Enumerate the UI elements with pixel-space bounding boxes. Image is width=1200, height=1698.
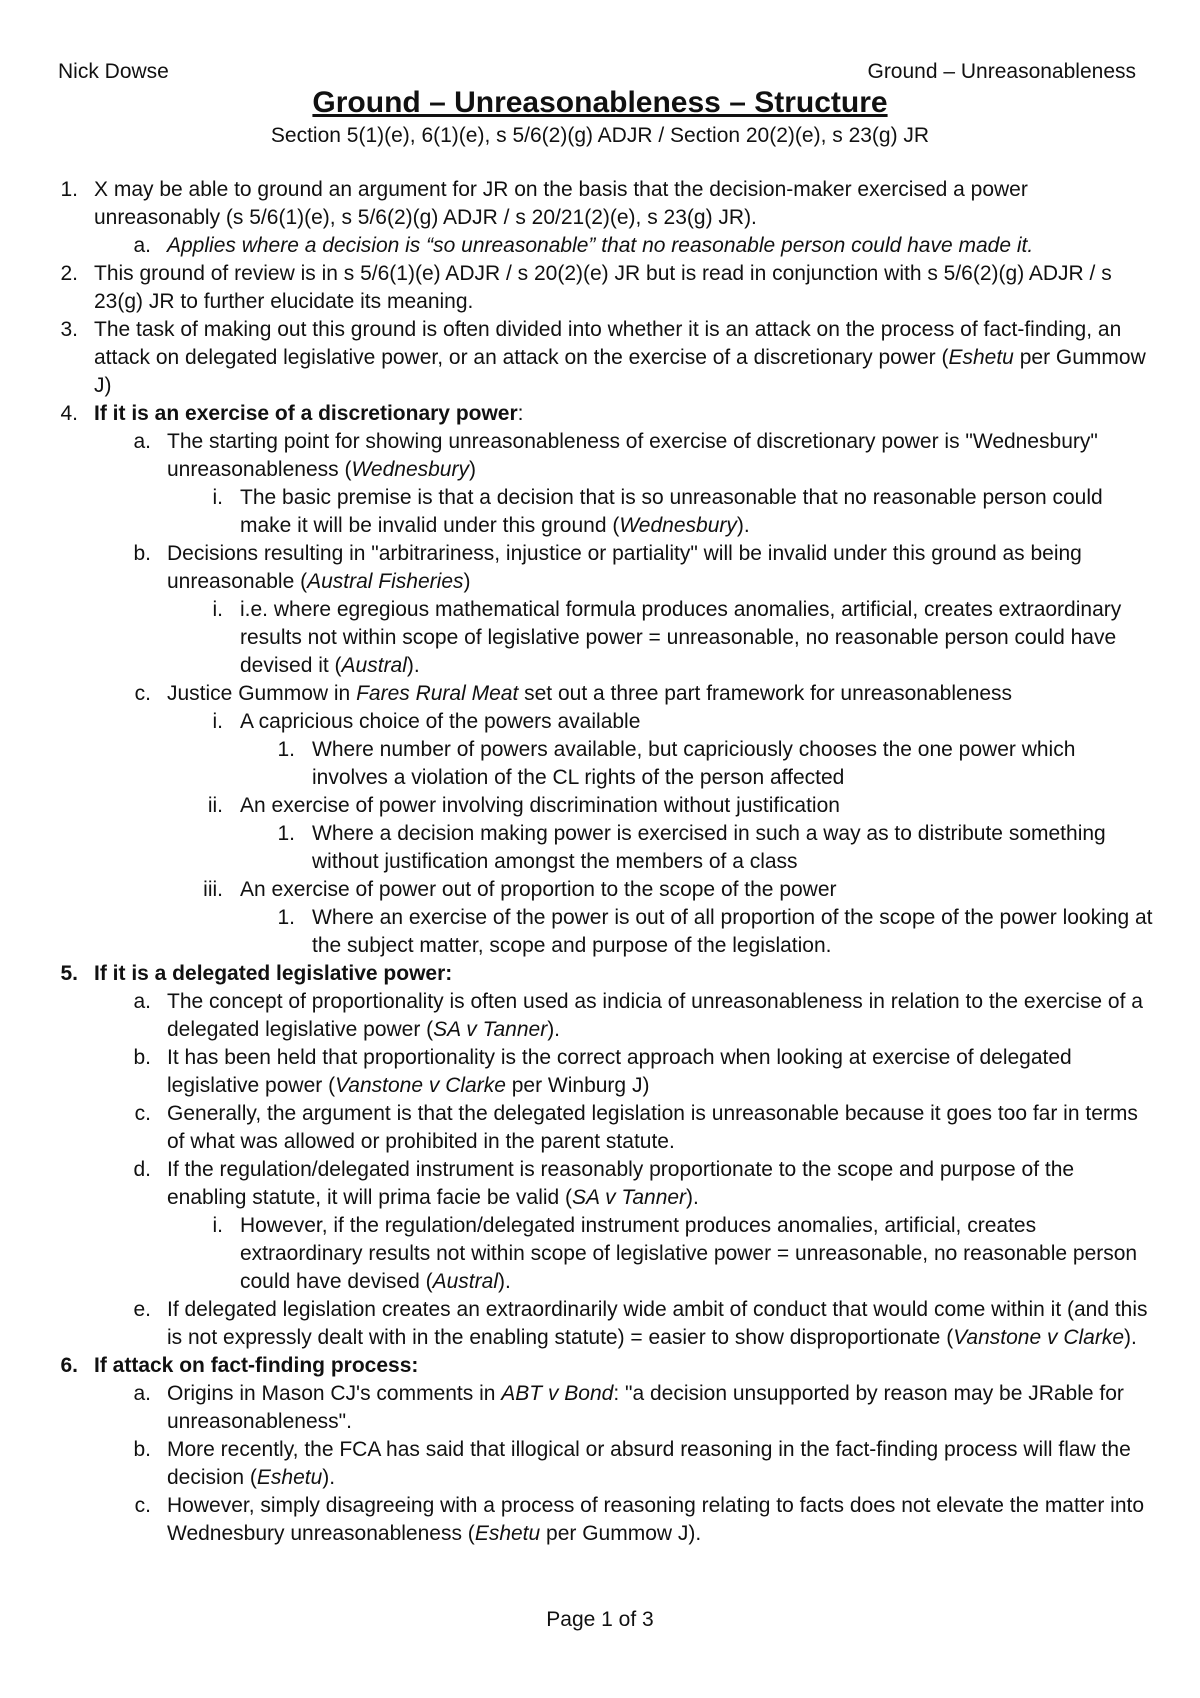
list-item [0,876,1200,904]
case-citation: Austral Fisheries [307,570,464,593]
case-citation: Vanstone v Clarke [335,1074,506,1097]
list-item-text: X may be able to ground an argument for JR on the basis that the decision-maker exercised a power unreasonably (s 5/6(1)(e), s 5/6(2)(g) ADJR / s 20/21(2)(e), s 23(g) JR). [94,178,1028,229]
list-marker: c. [134,1494,151,1517]
list-marker: i. [212,486,223,509]
page-title: Ground – Unreasonableness – Structure [312,86,888,119]
header-author: Nick Dowse [58,60,169,83]
list-item-text: This ground of review is in s 5/6(1)(e) ADJR / s 20(2)(e) JR but is read in conjunction with s 5/6(2)(g) ADJR / s 23(g) JR to further elucidate its meaning. [94,262,1112,313]
list-marker: a. [133,990,151,1013]
list-item-text: An exercise of power involving discrimination without justification [240,794,840,817]
list-item-text: An exercise of power out of proportion to the scope of the power [240,878,837,901]
case-citation: Eshetu [948,346,1014,369]
document-body [0,176,1200,1548]
list-marker: 2. [60,262,78,285]
section-heading: If attack on fact-finding process: [94,1354,419,1377]
case-citation: SA v Tanner [433,1018,548,1041]
list-item [0,1352,1200,1380]
list-item-text: If delegated legislation creates an extraordinarily wide ambit of conduct that would come within it (and this is not expressly dealt with in the enabling statute) = easier to show disproportionate (Vanstone v Clarke). [167,1298,1148,1349]
list-marker: a. [133,234,151,257]
list-marker: 5. [60,962,78,985]
list-marker: c. [134,1102,151,1125]
list-marker: 1. [277,738,295,761]
list-item [0,400,1200,428]
list-item [0,540,1200,596]
list-marker: i. [212,598,223,621]
list-marker: ii. [207,794,223,817]
list-item [0,596,1200,680]
list-marker: 3. [60,318,78,341]
list-item [0,820,1200,876]
list-item [0,1212,1200,1296]
list-item-text: i.e. where egregious mathematical formula produces anomalies, artificial, creates extraordinary results not within scope of legislative power = unreasonable, no reasonable person could have devised it (Austral). [240,598,1122,677]
list-item-text: Where an exercise of the power is out of all proportion of the scope of the power looking at the subject matter, scope and purpose of the legislation. [312,906,1153,957]
list-item-text: However, simply disagreeing with a process of reasoning relating to facts does not elevate the matter into Wednesbury unreasonableness (Eshetu per Gummow J). [167,1494,1145,1545]
list-item [0,680,1200,708]
case-citation: Wednesbury [619,514,737,537]
list-marker: i. [212,710,223,733]
list-item-text: It has been held that proportionality is the correct approach when looking at exercise of delegated legislative power (Vanstone v Clarke per Winburg J) [167,1046,1072,1097]
list-item-text: Generally, the argument is that the delegated legislation is unreasonable because it goes too far in terms of what was allowed or prohibited in the parent statute. [167,1102,1138,1153]
list-marker: a. [133,430,151,453]
list-item [0,1436,1200,1492]
case-citation: ABT v Bond [501,1382,614,1405]
list-item-text: The basic premise is that a decision that is so unreasonable that no reasonable person could make it will be invalid under this ground (Wednesbury). [240,486,1103,537]
list-item [0,428,1200,484]
list-item-text: If the regulation/delegated instrument is reasonably proportionate to the scope and purpose of the enabling statute, it will prima facie be valid (SA v Tanner). [167,1158,1075,1209]
list-item [0,708,1200,736]
list-item [0,988,1200,1044]
list-marker: iii. [203,878,223,901]
list-item [0,176,1200,232]
list-item-text: Where number of powers available, but capriciously chooses the one power which involves a violation of the CL rights of the person affected [312,738,1076,789]
list-item [0,960,1200,988]
list-item-text: The starting point for showing unreasonableness of exercise of discretionary power is "Wednesbury" unreasonableness (Wednesbury) [167,430,1098,481]
header-topic: Ground – Unreasonableness [867,60,1136,83]
page-number: Page 1 of 3 [546,1608,654,1631]
list-marker: 4. [60,402,78,425]
list-item-text: However, if the regulation/delegated instrument produces anomalies, artificial, creates extraordinary results not within scope of legislative power = unreasonable, no reasonable person could have devised (Austral). [240,1214,1138,1293]
list-marker: a. [133,1382,151,1405]
section-heading: If it is an exercise of a discretionary power: [94,402,524,425]
list-marker: i. [212,1214,223,1237]
case-citation: Fares Rural Meat [356,682,519,705]
list-item [0,904,1200,960]
list-item-text: Decisions resulting in "arbitrariness, injustice or partiality" will be invalid under this ground as being unreasonable (Austral Fisheries) [167,542,1082,593]
list-item [0,736,1200,792]
list-item [0,1296,1200,1352]
case-citation: Austral [432,1270,498,1293]
list-marker: b. [133,542,151,565]
list-item-text: More recently, the FCA has said that illogical or absurd reasoning in the fact-finding process will flaw the decision (Eshetu). [167,1438,1131,1489]
list-marker: e. [133,1298,151,1321]
list-marker: b. [133,1046,151,1069]
section-heading: If it is a delegated legislative power: [94,962,453,985]
list-item-text: Where a decision making power is exercised in such a way as to distribute something without justification amongst the members of a class [312,822,1106,873]
italic-text: Applies where a decision is “so unreasonable” that no reasonable person could have made it. [167,234,1034,257]
list-item [0,316,1200,400]
list-item [0,1156,1200,1212]
list-marker: 1. [277,906,295,929]
case-citation: Eshetu [256,1466,323,1489]
list-item [0,1380,1200,1436]
list-item-text: The concept of proportionality is often used as indicia of unreasonableness in relation to the exercise of a delegated legislative power (SA v Tanner). [167,990,1143,1041]
list-marker: 6. [60,1354,78,1377]
list-item-text: The task of making out this ground is often divided into whether it is an attack on the process of fact-finding, an attack on delegated legislative power, or an attack on the exercise of a discretionary power (Eshetu per Gummow J) [94,318,1146,397]
list-item [0,1492,1200,1548]
list-item [0,232,1200,260]
list-item-text [167,232,1154,260]
list-item [0,260,1200,316]
list-item-text: A capricious choice of the powers available [240,710,641,733]
list-item [0,1044,1200,1100]
list-marker: c. [134,682,151,705]
list-item [0,484,1200,540]
list-item [0,792,1200,820]
case-citation: Austral [341,654,407,677]
list-item [0,1100,1200,1156]
case-citation: Eshetu [474,1522,541,1545]
list-item-text: Origins in Mason CJ's comments in ABT v Bond: "a decision unsupported by reason may be JRable for unreasonableness". [167,1382,1124,1433]
list-marker: 1. [60,178,78,201]
case-citation: Vanstone v Clarke [953,1326,1124,1349]
list-marker: 1. [277,822,295,845]
case-citation: SA v Tanner [572,1186,687,1209]
list-marker: b. [133,1438,151,1461]
case-citation: Wednesbury [351,458,469,481]
page-subtitle: Section 5(1)(e), 6(1)(e), s 5/6(2)(g) ADJR / Section 20(2)(e), s 23(g) JR [270,124,930,147]
list-item-text: Justice Gummow in Fares Rural Meat set out a three part framework for unreasonableness [167,682,1013,705]
list-marker: d. [133,1158,151,1181]
